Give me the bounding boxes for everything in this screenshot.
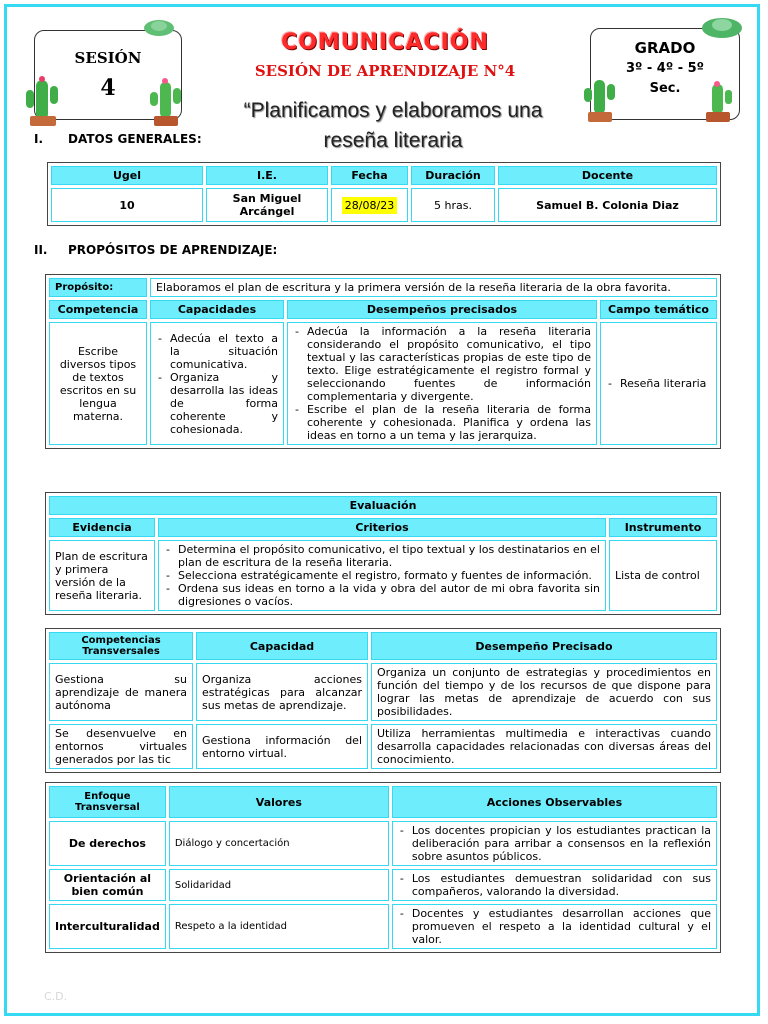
- desempeno-cell: Organiza un conjunto de estrategias y procedimientos en función del tiempo y de los recursos de que dispone para lograr las metas de aprendizaje de acuerdo con sus posibilidades.: [371, 663, 717, 721]
- list-item: - Ordena sus ideas en torno a la vida y obra del autor de mi obra favorita sin digresiones o vacíos.: [178, 582, 600, 608]
- sesion-number: 4: [100, 75, 116, 101]
- header-ie: I.E.: [206, 166, 328, 185]
- valor-cell: Solidaridad: [169, 869, 389, 901]
- header-campo: Campo temático: [600, 300, 717, 319]
- instrumento-cell: Lista de control: [609, 540, 717, 611]
- header-valores: Valores: [169, 786, 389, 818]
- header-enfoque: Enfoque Transversal: [49, 786, 166, 818]
- datos-table: [47, 162, 721, 226]
- list-item: - Los estudiantes demuestran solidaridad con sus compañeros, valorando la diversidad.: [412, 872, 711, 898]
- ugel-value: 10: [51, 188, 203, 222]
- valor-cell: Respeto a la identidad: [169, 904, 389, 949]
- list-item: - Selecciona estratégicamente el registro, formato y fuentes de información.: [178, 569, 600, 582]
- accion-cell: [392, 869, 717, 901]
- cactus-icon: [580, 72, 620, 122]
- transversales-table: [45, 628, 721, 773]
- section-title: PROPÓSITOS DE APRENDIZAJE:: [68, 243, 278, 257]
- duracion-value: 5 hras.: [411, 188, 495, 222]
- session-title: “Planificamos y elaboramos una reseña literaria: [243, 99, 543, 152]
- list-item: - Organiza y desarrolla las ideas de forma coherente y cohesionada.: [170, 371, 278, 436]
- header-desempenos: Desempeños precisados: [287, 300, 597, 319]
- list-item: - Escribe el plan de la reseña literaria de forma coherente y cohesionada. Planifica y ordena las ideas en torno a un tema y las jerarquiza.: [307, 403, 591, 442]
- header-competencia: Competencia: [49, 300, 147, 319]
- header-competencias-transversales: Competencias Transversales: [49, 632, 193, 660]
- section-title: DATOS GENERALES:: [68, 132, 202, 146]
- evaluacion-title: Evaluación: [49, 496, 717, 515]
- capacidades-cell: [150, 322, 284, 445]
- area-title: COMUNICACIÓN: [281, 30, 489, 55]
- list-item: - Adecúa el texto a la situación comunicativa.: [170, 332, 278, 371]
- accion-cell: [392, 904, 717, 949]
- evidencia-cell: Plan de escritura y primera versión de la reseña literaria.: [49, 540, 155, 611]
- succulent-icon: [142, 16, 176, 38]
- docente-value: Samuel B. Colonia Diaz: [498, 188, 717, 222]
- header-desempeno: Desempeño Precisado: [371, 632, 717, 660]
- header-evidencia: Evidencia: [49, 518, 155, 537]
- grado-value: 3º - 4º - 5º: [625, 61, 705, 76]
- competencia-cell: Se desenvuelve en entornos virtuales generados por las tic: [49, 724, 193, 769]
- section-number: II.: [34, 243, 48, 257]
- footer-mark: C.D.: [44, 990, 68, 1003]
- enfoque-cell: Interculturalidad: [49, 904, 166, 949]
- competencia-cell: Gestiona su aprendizaje de manera autónoma: [49, 663, 193, 721]
- section-number: I.: [34, 132, 44, 146]
- list-item: - Reseña literaria: [620, 377, 711, 390]
- cactus-icon: [698, 80, 738, 122]
- criterios-cell: [158, 540, 606, 611]
- header-ugel: Ugel: [51, 166, 203, 185]
- header-criterios: Criterios: [158, 518, 606, 537]
- header-acciones: Acciones Observables: [392, 786, 717, 818]
- evaluacion-table: [45, 492, 721, 615]
- list-item: - Adecúa la información a la reseña literaria considerando el propósito comunicativo, el tipo textual y las características propias de este tipo de texto. Elige estratégicamente el registro formal y seleccionando fuentes de información complementaria y divergente.: [307, 325, 591, 403]
- list-item: - Los docentes propician y los estudiantes practican la deliberación para arribar a consensos en la reflexión sobre asuntos públicos.: [412, 824, 711, 863]
- capacidad-cell: Gestiona información del entorno virtual.: [196, 724, 368, 769]
- ie-value: San Miguel Arcángel: [206, 188, 328, 222]
- enfoque-cell: De derechos: [49, 821, 166, 866]
- proposito-label: Propósito:: [49, 278, 147, 297]
- capacidad-cell: Organiza acciones estratégicas para alcanzar sus metas de aprendizaje.: [196, 663, 368, 721]
- desempeno-cell: Utiliza herramientas multimedia e interactivas cuando desarrolla capacidades relacionadas con diversas áreas del conocimiento.: [371, 724, 717, 769]
- competencia-cell: Escribe diversos tipos de textos escritos en su lengua materna.: [49, 322, 147, 445]
- grado-label: GRADO: [634, 39, 696, 57]
- list-item: - Docentes y estudiantes desarrollan acciones que promueven el respeto a la identidad cultural y el valor.: [412, 907, 711, 946]
- enfoque-cell: Orientación al bien común: [49, 869, 166, 901]
- header-docente: Docente: [498, 166, 717, 185]
- grado-sec: Sec.: [649, 81, 681, 96]
- list-item: - Determina el propósito comunicativo, el tipo textual y los destinatarios en el plan de escritura de la reseña literaria.: [178, 543, 600, 569]
- header-capacidades: Capacidades: [150, 300, 284, 319]
- section-heading-datos: [34, 132, 202, 146]
- fecha-value: 28/08/23: [342, 197, 397, 214]
- succulent-icon: [700, 12, 744, 42]
- header-instrumento: Instrumento: [609, 518, 717, 537]
- cactus-icon: [20, 70, 66, 126]
- valor-cell: Diálogo y concertación: [169, 821, 389, 866]
- campo-cell: [600, 322, 717, 445]
- accion-cell: [392, 821, 717, 866]
- proposito-text: Elaboramos el plan de escritura y la primera versión de la reseña literaria de la obra favorita.: [150, 278, 717, 297]
- header-capacidad: Capacidad: [196, 632, 368, 660]
- header-fecha: Fecha: [331, 166, 408, 185]
- enfoques-table: [45, 782, 721, 953]
- session-subtitle: SESIÓN DE APRENDIZAJE N°4: [254, 62, 516, 80]
- section-heading-propositos: [34, 243, 277, 257]
- cactus-icon: [146, 74, 186, 126]
- sesion-label: SESIÓN: [74, 49, 142, 67]
- propositos-table: [45, 274, 721, 449]
- desempenos-cell: [287, 322, 597, 445]
- header-duracion: Duración: [411, 166, 495, 185]
